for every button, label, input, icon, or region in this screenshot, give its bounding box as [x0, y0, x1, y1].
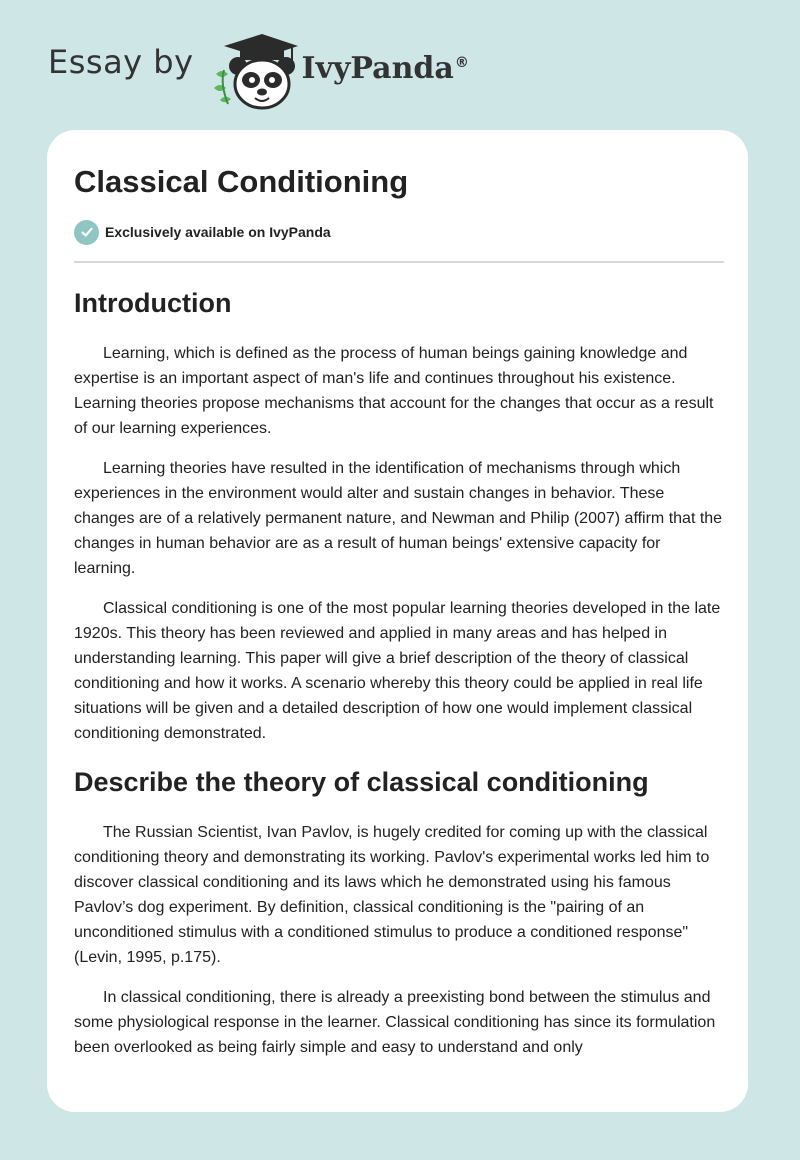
paragraph: Classical conditioning is one of the most popular learning theories developed in the late 1920s. This theory has been reviewed and applied in many areas and has helped in understanding learning. This paper will give a brief description of the theory of classical conditioning and how it works. A scenario whereby this theory could be applied in real life situations will be given and a detailed description of how one would implement classical conditioning demonstrated. — [74, 600, 721, 742]
paragraph: The Russian Scientist, Ivan Pavlov, is hugely credited for coming up with the classical conditioning theory and demonstrating its working. Pavlov's experimental works led him to discover classical conditioning and its laws which he demonstrated using his famous Pavlov’s dog experiment. By definition, classical conditioning is the "pairing of an unconditioned stimulus with a conditioned stimulus to produce a conditioned response" (Levin, 1995, p.175). — [74, 824, 710, 966]
panda-logo-icon — [210, 30, 300, 110]
paragraph: In classical conditioning, there is already a preexisting bond between the stimulus and some physiological response in the learner. Classical conditioning has since its formulation been overlooked as being fairly simple and easy to understand and only — [74, 989, 716, 1056]
brand-prefix: Essay by — [48, 43, 194, 81]
essay-title: Classical Conditioning — [74, 164, 409, 199]
check-icon — [74, 220, 99, 245]
brand-header — [48, 30, 469, 110]
section-heading-introduction: Introduction — [74, 288, 232, 318]
exclusive-badge — [74, 219, 724, 245]
section-heading-describe-theory: Describe the theory of classical conditioning — [74, 767, 649, 797]
registered-mark: ® — [454, 54, 469, 71]
exclusive-badge-text: Exclusively available on IvyPanda — [105, 224, 331, 240]
essay-card — [47, 130, 748, 1112]
essay-content — [74, 162, 724, 1075]
paragraph: Learning theories have resulted in the identification of mechanisms through which experiences in the environment would alter and sustain changes in behavior. These changes are of a relatively permanent nature, and Newman and Philip (2007) affirm that the changes in human behavior are as a result of human beings' extensive capacity for learning. — [74, 460, 723, 577]
paragraph: Learning, which is defined as the process of human beings gaining knowledge and expertise is an important aspect of man's life and continues throughout his existence. Learning theories propose mechanisms that account for the changes that occur as a result of our learning experiences. — [74, 345, 714, 437]
divider — [74, 261, 724, 263]
brand-name: IvyPanda® — [301, 50, 469, 86]
